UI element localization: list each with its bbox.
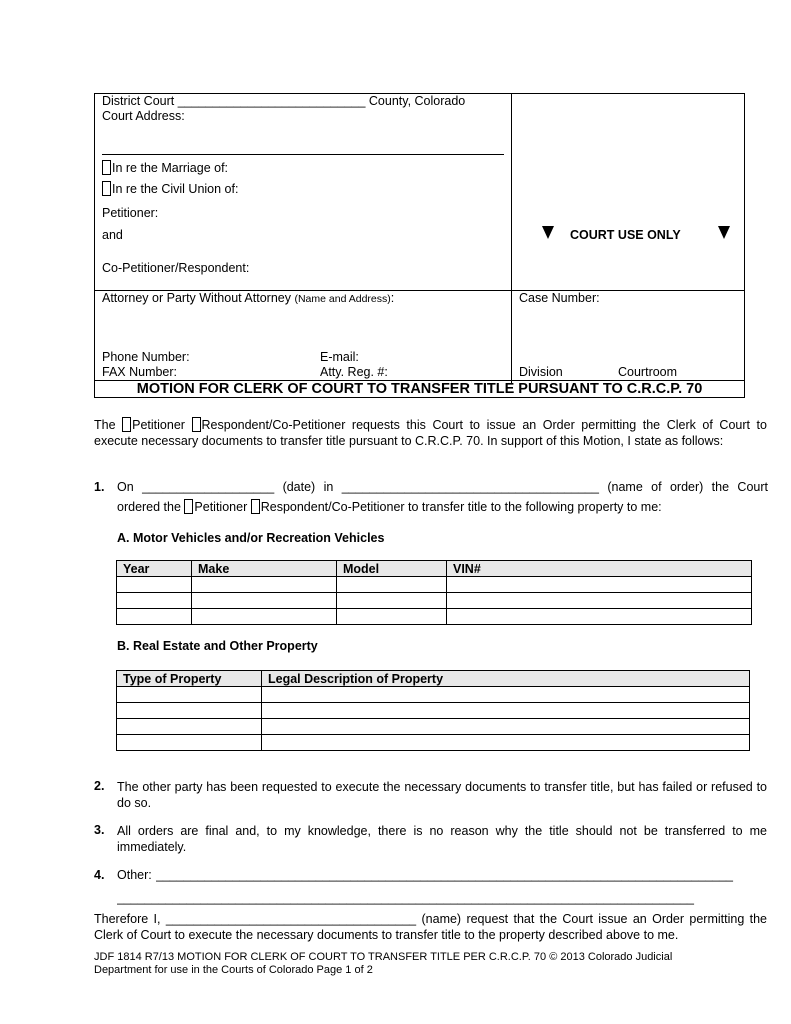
marriage-checkbox[interactable]: [102, 160, 111, 175]
table-cell[interactable]: [192, 577, 337, 593]
column-header: Type of Property: [117, 671, 262, 687]
civil-union-option: In re the Civil Union of:: [102, 181, 238, 196]
column-header: Make: [192, 561, 337, 577]
table-cell[interactable]: [262, 719, 750, 735]
atty-reg-label: Atty. Reg. #:: [320, 365, 388, 379]
case-number-label: Case Number:: [519, 291, 600, 305]
therefore-line-2: Clerk of Court to execute the necessary documents to transfer title to the property described above to me.: [94, 928, 679, 942]
name-blank[interactable]: ____________________________________: [165, 912, 417, 926]
item3-number: 3.: [94, 823, 105, 837]
table-cell[interactable]: [447, 593, 752, 609]
table-row: [117, 593, 752, 609]
table-cell[interactable]: [447, 609, 752, 625]
phone-label: Phone Number:: [102, 350, 190, 364]
vehicles-header-row: [117, 561, 752, 577]
other-blank-1[interactable]: ___________________________________________________________________________________: [156, 868, 734, 882]
order-name-blank[interactable]: _____________________________________: [341, 480, 599, 494]
table-row: [117, 735, 750, 751]
item1-respondent-checkbox[interactable]: [251, 499, 260, 514]
table-cell[interactable]: [117, 735, 262, 751]
section-b-heading: B. Real Estate and Other Property: [117, 639, 318, 653]
therefore-line-1: Therefore I, ____________________________________ (name) request that the Court issue an Order permitting the: [94, 912, 767, 926]
item4-label: Other:: [117, 868, 152, 882]
table-cell[interactable]: [262, 703, 750, 719]
intro-line-1: The Petitioner Respondent/Co-Petitioner requests this Court to issue an Order permitting the Clerk of Court to: [94, 418, 767, 432]
table-cell[interactable]: [117, 577, 192, 593]
caption-box: [94, 93, 745, 398]
court-use-only: COURT USE ONLY: [570, 228, 681, 242]
date-blank[interactable]: ___________________: [142, 480, 275, 494]
table-cell[interactable]: [262, 687, 750, 703]
email-label: E-mail:: [320, 350, 359, 364]
item1-line-2: ordered the Petitioner Respondent/Co-Petitioner to transfer title to the following property to me:: [117, 500, 662, 514]
table-cell[interactable]: [337, 593, 447, 609]
table-cell[interactable]: [117, 703, 262, 719]
table-cell[interactable]: [117, 687, 262, 703]
courtroom-label: Courtroom: [618, 365, 678, 379]
table-cell[interactable]: [117, 593, 192, 609]
item2-number: 2.: [94, 779, 105, 793]
down-arrow-right-icon: [718, 226, 730, 239]
fax-label: FAX Number:: [102, 365, 178, 379]
column-header: Year: [117, 561, 192, 577]
table-row: [117, 609, 752, 625]
property-table: [116, 670, 750, 751]
court-address-label: Court Address:: [102, 109, 185, 123]
table-row: [117, 703, 750, 719]
co-petitioner-label: Co-Petitioner/Respondent:: [102, 261, 250, 275]
petitioner-label: Petitioner:: [102, 206, 159, 220]
table-cell[interactable]: [262, 735, 750, 751]
down-arrow-left-icon: [542, 226, 554, 239]
table-cell[interactable]: [337, 609, 447, 625]
caption-divider-vertical: [511, 93, 512, 383]
county-blank[interactable]: ___________________________: [177, 94, 366, 108]
table-cell[interactable]: [117, 719, 262, 735]
attorney-label: Attorney or Party Without Attorney (Name and Address):: [102, 291, 395, 305]
table-row: [117, 577, 752, 593]
division-label: Division: [519, 365, 563, 379]
footer-line-1: JDF 1814 R7/13 MOTION FOR CLERK OF COURT TO TRANSFER TITLE PER C.R.C.P. 70 © 2013 Colorado Judicial: [94, 951, 673, 963]
table-cell[interactable]: [337, 577, 447, 593]
table-cell[interactable]: [192, 609, 337, 625]
item1-line-1: On ___________________ (date) in _____________________________________ (name of order) the Court: [117, 480, 768, 494]
table-cell[interactable]: [117, 609, 192, 625]
item1-number: 1.: [94, 480, 105, 494]
footer-line-2: Department for use in the Courts of Colorado Page 1 of 2: [94, 964, 373, 976]
table-row: [117, 687, 750, 703]
table-cell[interactable]: [447, 577, 752, 593]
other-blank-2[interactable]: ___________________________________________________________________________________: [117, 891, 695, 905]
vehicles-table: [116, 560, 752, 625]
marriage-option: In re the Marriage of:: [102, 160, 228, 175]
civil-union-checkbox[interactable]: [102, 181, 111, 196]
and-label: and: [102, 228, 123, 242]
table-row: [117, 719, 750, 735]
section-a-heading: A. Motor Vehicles and/or Recreation Vehicles: [117, 531, 385, 545]
property-header-row: [117, 671, 750, 687]
form-title: MOTION FOR CLERK OF COURT TO TRANSFER TITLE PURSUANT TO C.R.C.P. 70: [136, 381, 703, 397]
court-line: District Court ___________________________ County, Colorado: [102, 94, 466, 108]
intro-respondent-checkbox[interactable]: [192, 417, 201, 432]
intro-line-2: execute necessary documents to transfer title pursuant to C.R.C.P. 70. In support of this Motion, I state as follows:: [94, 434, 724, 448]
table-cell[interactable]: [192, 593, 337, 609]
court-address-line[interactable]: [102, 154, 504, 155]
item3-text: All orders are final and, to my knowledge, there is no reason why the title should not be transferred to me immediately.: [117, 824, 767, 854]
column-header: VIN#: [447, 561, 752, 577]
item1-petitioner-checkbox[interactable]: [184, 499, 193, 514]
column-header: Legal Description of Property: [262, 671, 750, 687]
intro-petitioner-checkbox[interactable]: [122, 417, 131, 432]
item4-number: 4.: [94, 868, 105, 882]
column-header: Model: [337, 561, 447, 577]
item2-text: The other party has been requested to execute the necessary documents to transfer title, but has failed or refused to do so.: [117, 780, 767, 810]
